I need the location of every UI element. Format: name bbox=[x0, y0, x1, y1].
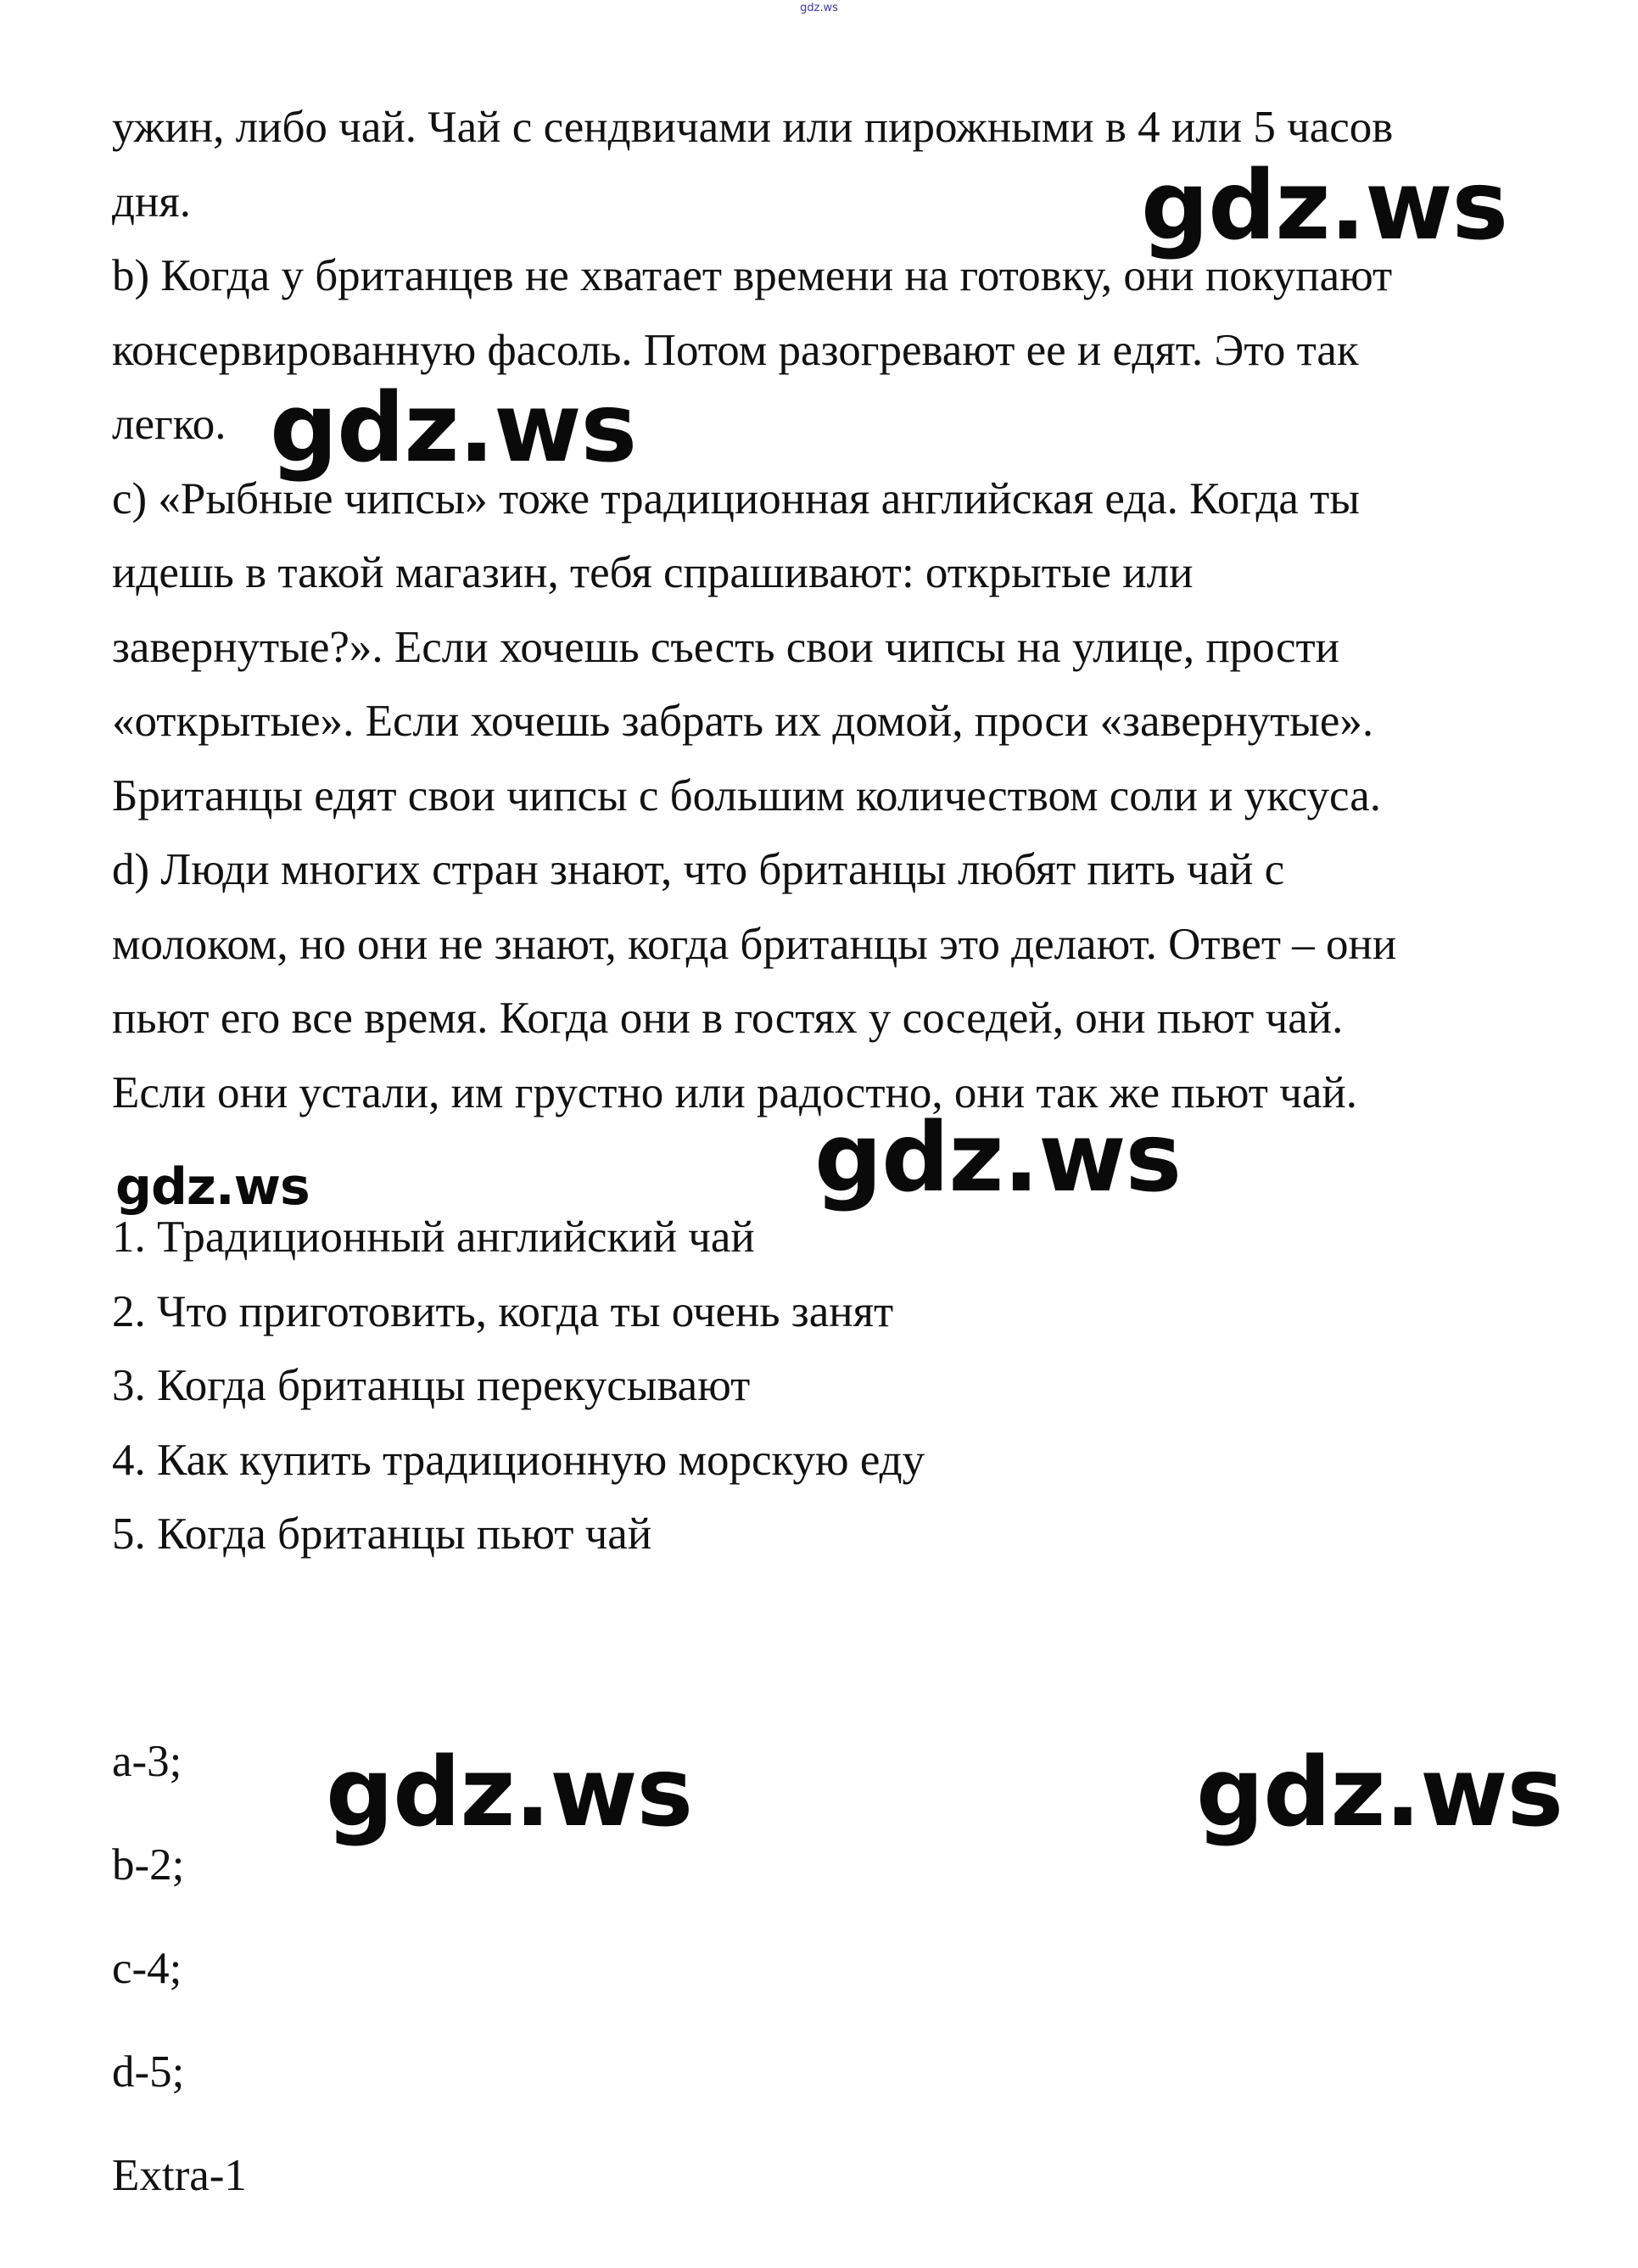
list-item: 3. Когда британцы перекусывают bbox=[112, 1361, 751, 1410]
watermark: gdz.ws bbox=[326, 1738, 693, 1848]
header-watermark: gdz.ws bbox=[800, 2, 838, 14]
body-line: ужин, либо чай. Чай с сендвичами или пирожными в 4 или 5 часов bbox=[112, 103, 1394, 152]
body-line: завернутые?». Если хочешь съесть свои чипсы на улице, прости bbox=[112, 622, 1340, 672]
watermark: gdz.ws bbox=[814, 1103, 1182, 1213]
body-line: c) «Рыбные чипсы» тоже традиционная английская еда. Когда ты bbox=[112, 473, 1360, 524]
watermark: gdz.ws bbox=[270, 373, 637, 484]
body-line: идешь в такой магазин, тебя спрашивают: открытые или bbox=[112, 548, 1194, 597]
answer-item: Extra-1 bbox=[112, 2151, 247, 2200]
list-item: 2. Что приготовить, когда ты очень занят bbox=[112, 1286, 894, 1336]
list-item: 1. Традиционный английский чай bbox=[112, 1212, 755, 1262]
list-item: 4. Как купить традиционную морскую еду bbox=[112, 1435, 925, 1485]
body-line: b) Когда у британцев не хватает времени на готовку, они покупают bbox=[112, 251, 1393, 300]
watermark: gdz.ws bbox=[1141, 151, 1508, 261]
body-line: молоком, но они не знают, когда британцы это делают. Ответ – они bbox=[112, 919, 1397, 969]
answer-item: c-4; bbox=[112, 1944, 182, 1993]
headings-list bbox=[112, 1201, 1571, 1572]
list-item: 5. Когда британцы пьют чай bbox=[112, 1509, 652, 1559]
answer-item: d-5; bbox=[112, 2047, 185, 2097]
body-line: «открытые». Если хочешь забрать их домой, проси «завернутые». bbox=[112, 697, 1374, 746]
body-line: легко. bbox=[112, 400, 226, 449]
watermark: gdz.ws bbox=[115, 1157, 310, 1217]
answer-item: b-2; bbox=[112, 1840, 185, 1890]
body-line: Британцы едят свои чипсы с большим количеством соли и уксуса. bbox=[112, 770, 1381, 820]
body-line: консервированную фасоль. Потом разогревают ее и едят. Это так bbox=[112, 325, 1359, 375]
body-line: d) Люди многих стран знают, что британцы любят пить чай с bbox=[112, 845, 1285, 894]
body-line: дня. bbox=[112, 176, 191, 227]
answer-item: a-3; bbox=[112, 1737, 182, 1786]
watermark: gdz.ws bbox=[1196, 1738, 1563, 1848]
body-line: Если они устали, им грустно или радостно, они так же пьют чай. bbox=[112, 1067, 1357, 1117]
body-line: пьют его все время. Когда они в гостях у соседей, они пьют чай. bbox=[112, 994, 1344, 1043]
